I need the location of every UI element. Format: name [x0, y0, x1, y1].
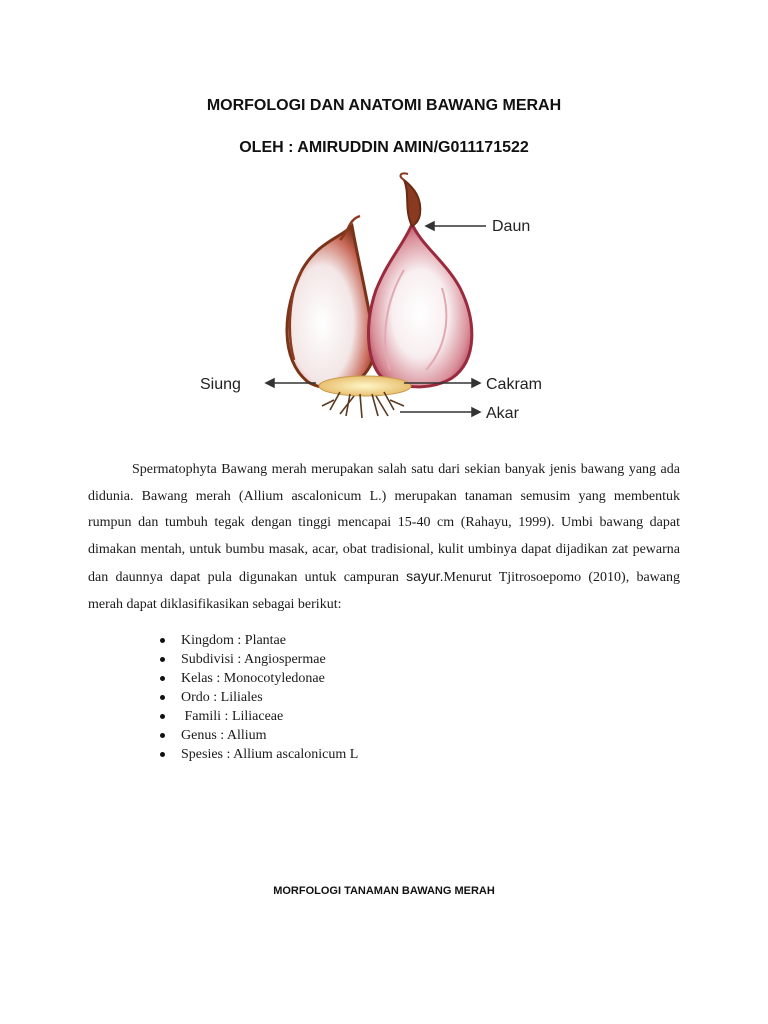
list-item: Ordo : Liliales	[160, 688, 358, 707]
section-title: MORFOLOGI TANAMAN BAWANG MERAH	[273, 885, 495, 897]
list-item: Genus : Allium	[160, 726, 358, 745]
document-title: MORFOLOGI DAN ANATOMI BAWANG MERAH	[206, 97, 562, 114]
paragraph-text: Spermatophyta Bawang merah merupakan salah satu dari sekian banyak jenis bawang yang ada didunia. Bawang merah (Allium ascalonicum L.) merupakan tanaman semusim yang membentuk rumpun dan tumbuh tegak dengan tinggi mencapai 15-40 cm (Rahayu, 1999). Umbi bawang dapat dimakan mentah, untuk bumbu masak, acar, obat tradisional, kulit umbinya dapat dijadikan zat pewarna dan daunnya dapat pula digunakan untuk campuran	[88, 462, 680, 585]
basal-plate	[319, 376, 411, 396]
list-item: Spesies : Allium ascalonicum L	[160, 745, 358, 764]
right-clove	[368, 224, 471, 387]
leaf-curl	[401, 173, 408, 180]
list-item: Famili : Liliaceae	[160, 707, 358, 726]
left-clove	[287, 226, 375, 388]
author-line: OLEH : AMIRUDDIN AMIN/G011171522	[239, 139, 529, 156]
classification-list	[160, 631, 358, 764]
list-item: Kingdom : Plantae	[160, 631, 358, 650]
intro-paragraph	[88, 457, 680, 618]
label-cakram: Cakram	[486, 376, 543, 393]
list-item: Kelas : Monocotyledonae	[160, 669, 358, 688]
label-siung: Siung	[200, 376, 241, 393]
leaf-tip	[404, 180, 420, 226]
paragraph-highlight: sayur.	[406, 568, 444, 584]
paragraph-text-end: Menurut Tjitrosoepomo (2010), bawang merah dapat diklasifikasikan sebagai berikut:	[88, 570, 680, 612]
label-akar: Akar	[486, 405, 519, 422]
shallot-diagram	[190, 170, 580, 440]
label-daun: Daun	[492, 218, 531, 235]
list-item: Subdivisi : Angiospermae	[160, 650, 358, 669]
